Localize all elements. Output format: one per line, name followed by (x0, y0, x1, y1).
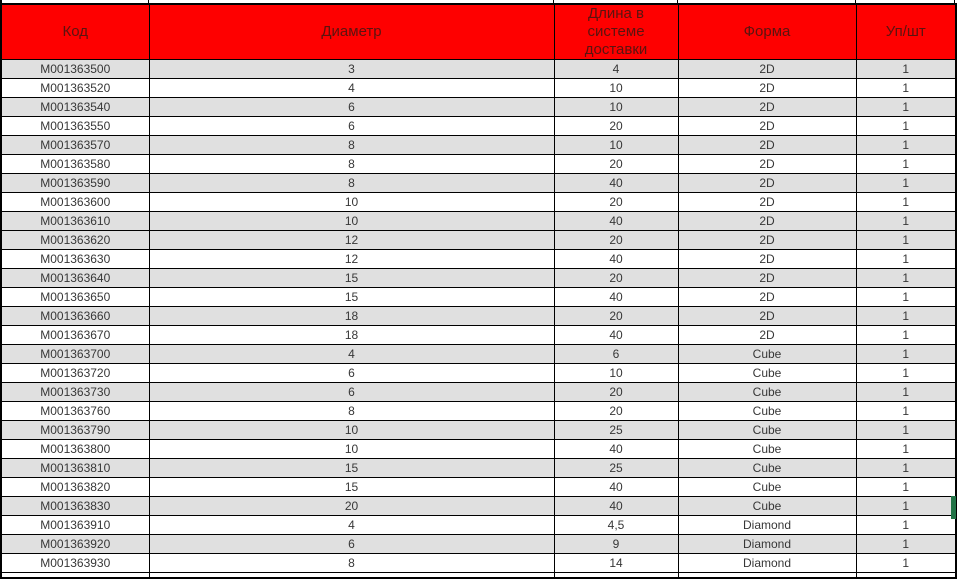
cell-diameter[interactable]: 3 (149, 60, 554, 79)
cell-pack[interactable]: 1 (856, 155, 956, 174)
cell-diameter[interactable]: 10 (149, 421, 554, 440)
empty-cell[interactable] (149, 573, 554, 579)
cell-length[interactable]: 10 (554, 136, 678, 155)
cell-length[interactable]: 20 (554, 117, 678, 136)
cell-pack[interactable]: 1 (856, 117, 956, 136)
table-row (1, 212, 956, 231)
cell-length[interactable]: 40 (554, 440, 678, 459)
cell-length[interactable]: 10 (554, 98, 678, 117)
cell-code[interactable]: M001363920 (1, 535, 149, 554)
cell-diameter[interactable]: 8 (149, 402, 554, 421)
cell-code[interactable]: M001363620 (1, 231, 149, 250)
cell-form[interactable]: 2D (678, 117, 856, 136)
cell-diameter[interactable]: 20 (149, 497, 554, 516)
cell-length[interactable]: 20 (554, 402, 678, 421)
cell-form[interactable]: Cube (678, 459, 856, 478)
cell-form[interactable]: Cube (678, 478, 856, 497)
cell-form[interactable]: Cube (678, 345, 856, 364)
table-row (1, 250, 956, 269)
cell-form[interactable]: Cube (678, 402, 856, 421)
table-row (1, 402, 956, 421)
cell-diameter[interactable]: 8 (149, 155, 554, 174)
cell-diameter[interactable]: 15 (149, 478, 554, 497)
cell-form[interactable]: 2D (678, 60, 856, 79)
cell-code[interactable]: M001363720 (1, 364, 149, 383)
cell-length[interactable]: 40 (554, 250, 678, 269)
cell-pack[interactable]: 1 (856, 421, 956, 440)
table-row (1, 117, 956, 136)
cell-form[interactable]: 2D (678, 250, 856, 269)
cell-pack[interactable]: 1 (856, 459, 956, 478)
cell-pack[interactable]: 1 (856, 98, 956, 117)
table-row (1, 98, 956, 117)
cell-code[interactable]: M001363930 (1, 554, 149, 573)
table-row (1, 421, 956, 440)
table-row (1, 269, 956, 288)
cell-pack[interactable]: 1 (856, 478, 956, 497)
cell-form[interactable]: 2D (678, 326, 856, 345)
cell-code[interactable]: M001363760 (1, 402, 149, 421)
cell-length[interactable]: 20 (554, 269, 678, 288)
cell-diameter[interactable]: 8 (149, 136, 554, 155)
table-row (1, 364, 956, 383)
cell-form[interactable]: 2D (678, 269, 856, 288)
cell-length[interactable]: 20 (554, 307, 678, 326)
cell-pack[interactable]: 1 (856, 516, 956, 535)
cell-diameter[interactable]: 15 (149, 459, 554, 478)
cell-length[interactable]: 40 (554, 174, 678, 193)
price-table (0, 3, 957, 579)
cell-code[interactable]: M001363800 (1, 440, 149, 459)
cell-pack[interactable]: 1 (856, 231, 956, 250)
empty-cell[interactable] (856, 573, 956, 579)
cell-pack[interactable]: 1 (856, 174, 956, 193)
cell-form[interactable]: 2D (678, 288, 856, 307)
cell-length[interactable]: 9 (554, 535, 678, 554)
cell-form[interactable]: 2D (678, 307, 856, 326)
cell-form[interactable]: Diamond (678, 535, 856, 554)
cell-diameter[interactable]: 10 (149, 440, 554, 459)
cell-diameter[interactable]: 4 (149, 516, 554, 535)
cell-form[interactable]: 2D (678, 193, 856, 212)
header-row (1, 4, 956, 60)
cell-length[interactable]: 40 (554, 326, 678, 345)
cell-form[interactable]: Cube (678, 440, 856, 459)
table-row (1, 155, 956, 174)
cell-pack[interactable]: 1 (856, 497, 956, 516)
cell-length[interactable]: 40 (554, 288, 678, 307)
cell-pack[interactable]: 1 (856, 250, 956, 269)
cell-pack[interactable]: 1 (856, 345, 956, 364)
cell-pack[interactable]: 1 (856, 288, 956, 307)
cell-length[interactable]: 4 (554, 60, 678, 79)
cell-pack[interactable]: 1 (856, 307, 956, 326)
cell-diameter[interactable]: 6 (149, 383, 554, 402)
table-row (1, 554, 956, 573)
cell-pack[interactable]: 1 (856, 326, 956, 345)
cell-form[interactable]: Cube (678, 421, 856, 440)
cell-code[interactable]: M001363650 (1, 288, 149, 307)
cell-code[interactable]: M001363730 (1, 383, 149, 402)
table-row (1, 535, 956, 554)
cell-form[interactable]: 2D (678, 212, 856, 231)
cell-length[interactable]: 25 (554, 459, 678, 478)
cell-pack[interactable]: 1 (856, 60, 956, 79)
cell-pack[interactable]: 1 (856, 364, 956, 383)
table-row (1, 174, 956, 193)
cell-diameter[interactable]: 10 (149, 212, 554, 231)
cell-pack[interactable]: 1 (856, 79, 956, 98)
cell-length[interactable]: 4,5 (554, 516, 678, 535)
table-row (1, 497, 956, 516)
cell-code[interactable]: M001363660 (1, 307, 149, 326)
table-row (1, 231, 956, 250)
cell-code[interactable]: M001363790 (1, 421, 149, 440)
cell-length[interactable]: 20 (554, 231, 678, 250)
cell-diameter[interactable]: 15 (149, 288, 554, 307)
table-row (1, 60, 956, 79)
cell-pack[interactable]: 1 (856, 554, 956, 573)
cell-diameter[interactable]: 12 (149, 231, 554, 250)
cell-form[interactable]: Cube (678, 497, 856, 516)
header-form[interactable]: Форма (678, 4, 856, 60)
table-row (1, 193, 956, 212)
cell-pack[interactable]: 1 (856, 193, 956, 212)
cell-code[interactable]: M001363670 (1, 326, 149, 345)
cell-form[interactable]: 2D (678, 174, 856, 193)
cell-diameter[interactable]: 18 (149, 307, 554, 326)
header-length[interactable]: Длина в системе доставки (554, 4, 678, 60)
cell-length[interactable]: 40 (554, 497, 678, 516)
cell-code[interactable]: M001363600 (1, 193, 149, 212)
cell-code[interactable]: M001363810 (1, 459, 149, 478)
table-row (1, 478, 956, 497)
cell-length[interactable]: 25 (554, 421, 678, 440)
header-code[interactable]: Код (1, 4, 149, 60)
cell-length[interactable]: 20 (554, 383, 678, 402)
cell-code[interactable]: M001363580 (1, 155, 149, 174)
partial-row-bottom (1, 573, 956, 579)
cell-form[interactable]: 2D (678, 136, 856, 155)
table-row (1, 136, 956, 155)
cell-code[interactable]: M001363700 (1, 345, 149, 364)
table-row (1, 383, 956, 402)
empty-cell[interactable] (678, 573, 856, 579)
header-diameter[interactable]: Диаметр (149, 4, 554, 60)
cell-form[interactable]: 2D (678, 79, 856, 98)
cell-diameter[interactable]: 6 (149, 535, 554, 554)
cell-diameter[interactable]: 10 (149, 193, 554, 212)
table-row (1, 516, 956, 535)
cell-code[interactable]: M001363550 (1, 117, 149, 136)
table-row (1, 326, 956, 345)
cell-pack[interactable]: 1 (856, 136, 956, 155)
cell-form[interactable]: Cube (678, 364, 856, 383)
cell-code[interactable]: M001363570 (1, 136, 149, 155)
table-row (1, 288, 956, 307)
cell-diameter[interactable]: 4 (149, 79, 554, 98)
cell-diameter[interactable]: 6 (149, 364, 554, 383)
cell-length[interactable]: 10 (554, 364, 678, 383)
cell-code[interactable]: M001363830 (1, 497, 149, 516)
header-pack[interactable]: Уп/шт (856, 4, 956, 60)
cell-length[interactable]: 20 (554, 155, 678, 174)
cell-pack[interactable]: 1 (856, 535, 956, 554)
cell-code[interactable]: M001363640 (1, 269, 149, 288)
cell-diameter[interactable]: 18 (149, 326, 554, 345)
cell-pack[interactable]: 1 (856, 440, 956, 459)
cell-pack[interactable]: 1 (856, 383, 956, 402)
empty-cell[interactable] (554, 573, 678, 579)
cell-length[interactable]: 40 (554, 478, 678, 497)
table-row (1, 79, 956, 98)
cell-form[interactable]: Cube (678, 383, 856, 402)
table-row (1, 307, 956, 326)
cell-diameter[interactable]: 6 (149, 117, 554, 136)
cell-form[interactable]: Diamond (678, 516, 856, 535)
cell-pack[interactable]: 1 (856, 402, 956, 421)
cell-code[interactable]: M001363630 (1, 250, 149, 269)
cell-form[interactable]: Diamond (678, 554, 856, 573)
cell-code[interactable]: M001363500 (1, 60, 149, 79)
cell-length[interactable]: 10 (554, 79, 678, 98)
cell-code[interactable]: M001363590 (1, 174, 149, 193)
cell-diameter[interactable]: 12 (149, 250, 554, 269)
cell-code[interactable]: M001363540 (1, 98, 149, 117)
cell-selection-border (951, 496, 956, 519)
cell-length[interactable]: 40 (554, 212, 678, 231)
cell-length[interactable]: 6 (554, 345, 678, 364)
cell-pack[interactable]: 1 (856, 212, 956, 231)
cell-form[interactable]: 2D (678, 231, 856, 250)
cell-code[interactable]: M001363610 (1, 212, 149, 231)
cell-code[interactable]: M001363910 (1, 516, 149, 535)
cell-diameter[interactable]: 8 (149, 554, 554, 573)
cell-pack[interactable]: 1 (856, 269, 956, 288)
cell-form[interactable]: 2D (678, 98, 856, 117)
cell-code[interactable]: M001363520 (1, 79, 149, 98)
table-row (1, 345, 956, 364)
table-row (1, 440, 956, 459)
cell-diameter[interactable]: 8 (149, 174, 554, 193)
cell-diameter[interactable]: 4 (149, 345, 554, 364)
cell-diameter[interactable]: 15 (149, 269, 554, 288)
cell-form[interactable]: 2D (678, 155, 856, 174)
cell-diameter[interactable]: 6 (149, 98, 554, 117)
table-row (1, 459, 956, 478)
cell-code[interactable]: M001363820 (1, 478, 149, 497)
cell-length[interactable]: 20 (554, 193, 678, 212)
empty-cell[interactable] (1, 573, 149, 579)
cell-length[interactable]: 14 (554, 554, 678, 573)
